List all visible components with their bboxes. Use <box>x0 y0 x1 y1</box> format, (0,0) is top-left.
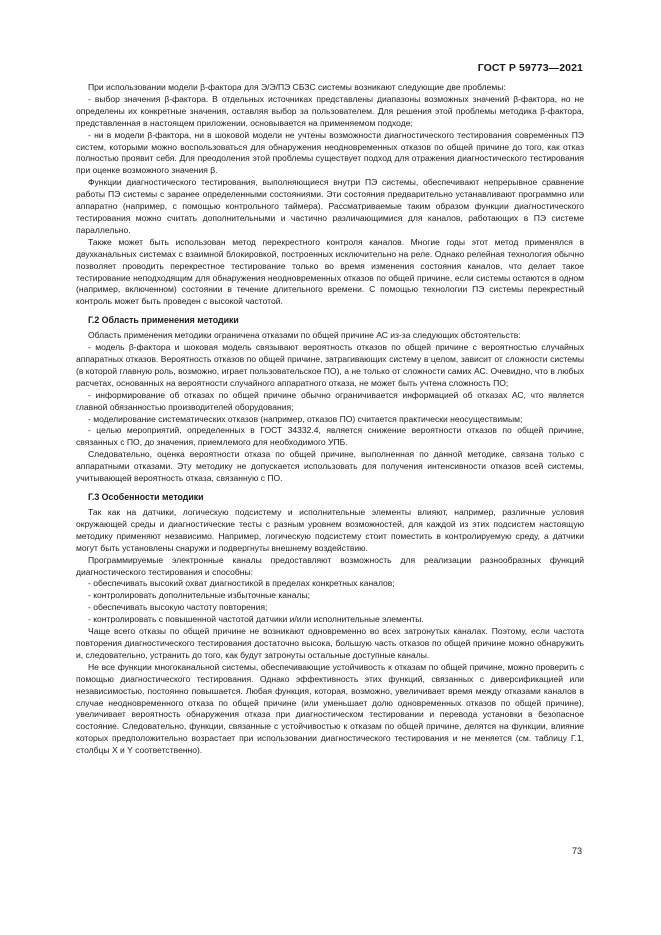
paragraph: - обеспечивать высокую частоту повторения; <box>88 602 268 613</box>
paragraph: При использовании модели β-фактора для Э/Э/ПЭ СБЗС системы возникают следующие две проблемы: <box>88 82 506 92</box>
section-heading: Г.2 Область применения методики <box>88 315 239 326</box>
section-heading: Г.3 Особенности методики <box>88 492 204 502</box>
paragraph: Программируемые электронные каналы предоставляют возможность для реализации разнообразных функций диагностического тестирования и способны: <box>76 554 584 577</box>
paragraph: - ни в модели β-фактора, ни в шоковой модели не учтены возможности диагностического тестирования современных ПЭ систем, которыми можно воспользоваться для обнаружения неодновременных отказов по общей причине до того, как отказ полностью проявит себя. Для преодоления этой проблемы существует подход для отражения диагностического тестирования при оценке возможного значения β. <box>76 129 584 176</box>
paragraph: Чаще всего отказы по общей причине не возникают одновременно во всех затронутых каналах. Поэтому, если частота повторения диагностического тестирования достаточно высока, большую часть отказов по общей причине можно обнаружить и, следовательно, устранить до того, как будут затронуты остальные доступные каналы. <box>76 626 584 660</box>
paragraph: Так как на датчики, логическую подсистему и исполнительные элементы влияют, например, различные условия окружающей среды и диагностические тесты с разным уровнем возможностей, для каждой из этих подсистем настоящую методику применяют независимо. Например, логическую подсистему стоит поместить в контролируемую среду, а датчики могут быть установлены снаружи и подвергнуты внешнему воздействию. <box>76 507 584 553</box>
paragraph: - моделирование систематических отказов (например, отказов ПО) считается практически неосуществимым; <box>88 413 523 424</box>
paragraph: - обеспечивать высокий охват диагностикой в пределах конкретных каналов; <box>88 578 395 589</box>
paragraph: - модель β-фактора и шоковая модель связывают вероятность отказов по общей причине с вероятностью случайных аппаратных отказов. Вероятность отказов по общей причине, затрагивающих систему в целом, зависит от сложности системы (в которой главную роль, возможно, играет пользовательское ПО), а не только от сложности самих АС. Очевидно, что в любых расчетах, основанных на вероятности случайного аппаратного отказа, не может быть учтена сложность ПО; <box>76 342 584 388</box>
standard-designation: ГОСТ Р 59773—2021 <box>477 62 583 74</box>
paragraph: Следовательно, оценка вероятности отказа по общей причине, выполненная по данной методике, связана только с аппаратными отказами. Эту методику не допускается использовать для получения интенсивности отказов всей системы, учитывающей вероятность отказа, связанную с ПО. <box>76 449 584 484</box>
page-number: 73 <box>571 846 582 856</box>
paragraph: - информирование об отказах по общей причине обычно ограничивается информацией об отказах АС, что является главной обязанностью производителей оборудования; <box>76 389 584 412</box>
paragraph: Не все функции многоканальной системы, обеспечивающие устойчивость к отказам по общей причине, можно проверить с помощью диагностического тестирования. Однако эффективность этих функций, связанных с диверсификацией или независимостью, постоянно повышается. Любая функция, которая, возможно, увеличивает время между отказами каналов в случае неодновременного отказа по общей причине (или уменьшает долю одновременных отказов по общей причине), увеличивает вероятность обнаружения отказа при диагностическом тестировании и перевода установки в безопасное состояние. Следовательно, функции, связанные с устойчивостью к отказам по общей причине, делятся на функции, влияние которых предположительно возрастает при использовании диагностического тестирования и не меняется (см. таблицу Г.1, столбцы X и Y соответственно). <box>76 661 584 756</box>
paragraph: - целью мероприятий, определенных в ГОСТ 34332.4, является снижение вероятности отказов по общей причине, связанных с ПО, до значения, приемлемого для необходимого УПБ. <box>76 425 584 448</box>
paragraph: Также может быть использован метод перекрестного контроля каналов. Многие годы этот метод применялся в двухканальных системах с взаимной блокировкой, построенных исключительно на реле. Однако релейная технология обычно позволяет проводить перекрестное тестирование только во время изменения состояния каналов, что делает такое тестирование неподходящим для обнаружения неодновременных отказов по общей причине, если системы остаются в одном (например, включенном) состоянии в течение длительного времени. С помощью технологии ПЭ системы перекрестный контроль может быть проведен с высокой частотой. <box>76 236 584 307</box>
page-body <box>76 82 584 757</box>
paragraph: Область применения методики ограничена отказами по общей причине АС из-за следующих обстоятельств: <box>88 330 521 341</box>
paragraph: - контролировать с повышенной частотой датчики и/или исполнительные элементы. <box>88 614 424 625</box>
paragraph: Функции диагностического тестирования, выполняющиеся внутри ПЭ системы, обеспечивают непрерывное сравнение работы ПЭ системы с заранее определенными состояниями. Эти состояния предварительно устанавливают программно или аппаратно (например, с помощью контрольного таймера). Рассматриваемые таким образом функции диагностического тестирования можно считать дополнительными и частично различающимися для каналов, работающих в ПЭ системе параллельно. <box>76 177 584 235</box>
paragraph: - контролировать дополнительные избыточные каналы; <box>88 590 311 601</box>
paragraph: - выбор значения β-фактора. В отдельных источниках представлены диапазоны возможных значений β-фактора, но не определены их конкретные значения, оставляя выбор за пользователем. Для решения этой проблемы методика β-фактора, представленная в настоящем приложении, основывается на применяемом подходе; <box>76 93 584 128</box>
